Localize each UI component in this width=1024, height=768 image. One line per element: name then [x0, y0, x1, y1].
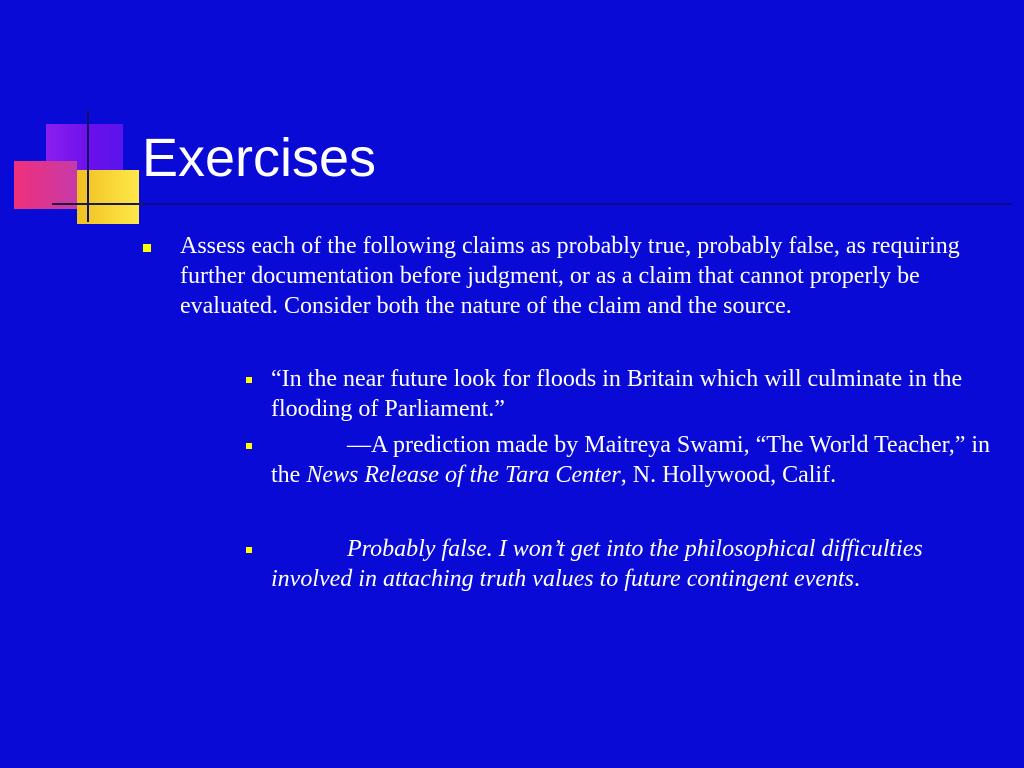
- logo-pink-block: [14, 161, 77, 209]
- logo-vertical-line: [87, 110, 89, 222]
- source-suffix: , N. Hollywood, Calif.: [620, 462, 837, 488]
- answer-text: [271, 534, 991, 594]
- slide-title: Exercises: [142, 128, 377, 188]
- claim-text: “In the near future look for floods in Britain which will culminate in the flooding of Parliament.”: [271, 366, 963, 422]
- bullet-square-icon: [246, 443, 252, 449]
- sub-bullet-answer: [271, 534, 991, 594]
- bullet-square-icon: [246, 547, 252, 553]
- source-prefix: —A prediction made by Maitreya Swami, “The World Teacher,” in the: [271, 432, 991, 488]
- title-underline-accent: [52, 203, 144, 205]
- sub-bullet-claim: [271, 364, 991, 424]
- bullet-square-icon: [143, 244, 151, 252]
- sub-bullet-source: [271, 430, 991, 490]
- answer-body: Probably false. I won’t get into the philosophical difficulties involved in attaching truth values to future contingent events: [271, 536, 923, 592]
- main-bullet: [180, 231, 998, 321]
- answer-end: .: [853, 566, 860, 592]
- source-publication: News Release of the Tara Center: [306, 462, 621, 488]
- title-underline: [52, 203, 1012, 205]
- source-text: [271, 430, 991, 490]
- main-bullet-text: Assess each of the following claims as probably true, probably false, as requiring further documentation before judgment, or as a claim that cannot properly be evaluated. Consider both the nature of the claim and the source.: [180, 233, 960, 319]
- bullet-square-icon: [246, 377, 252, 383]
